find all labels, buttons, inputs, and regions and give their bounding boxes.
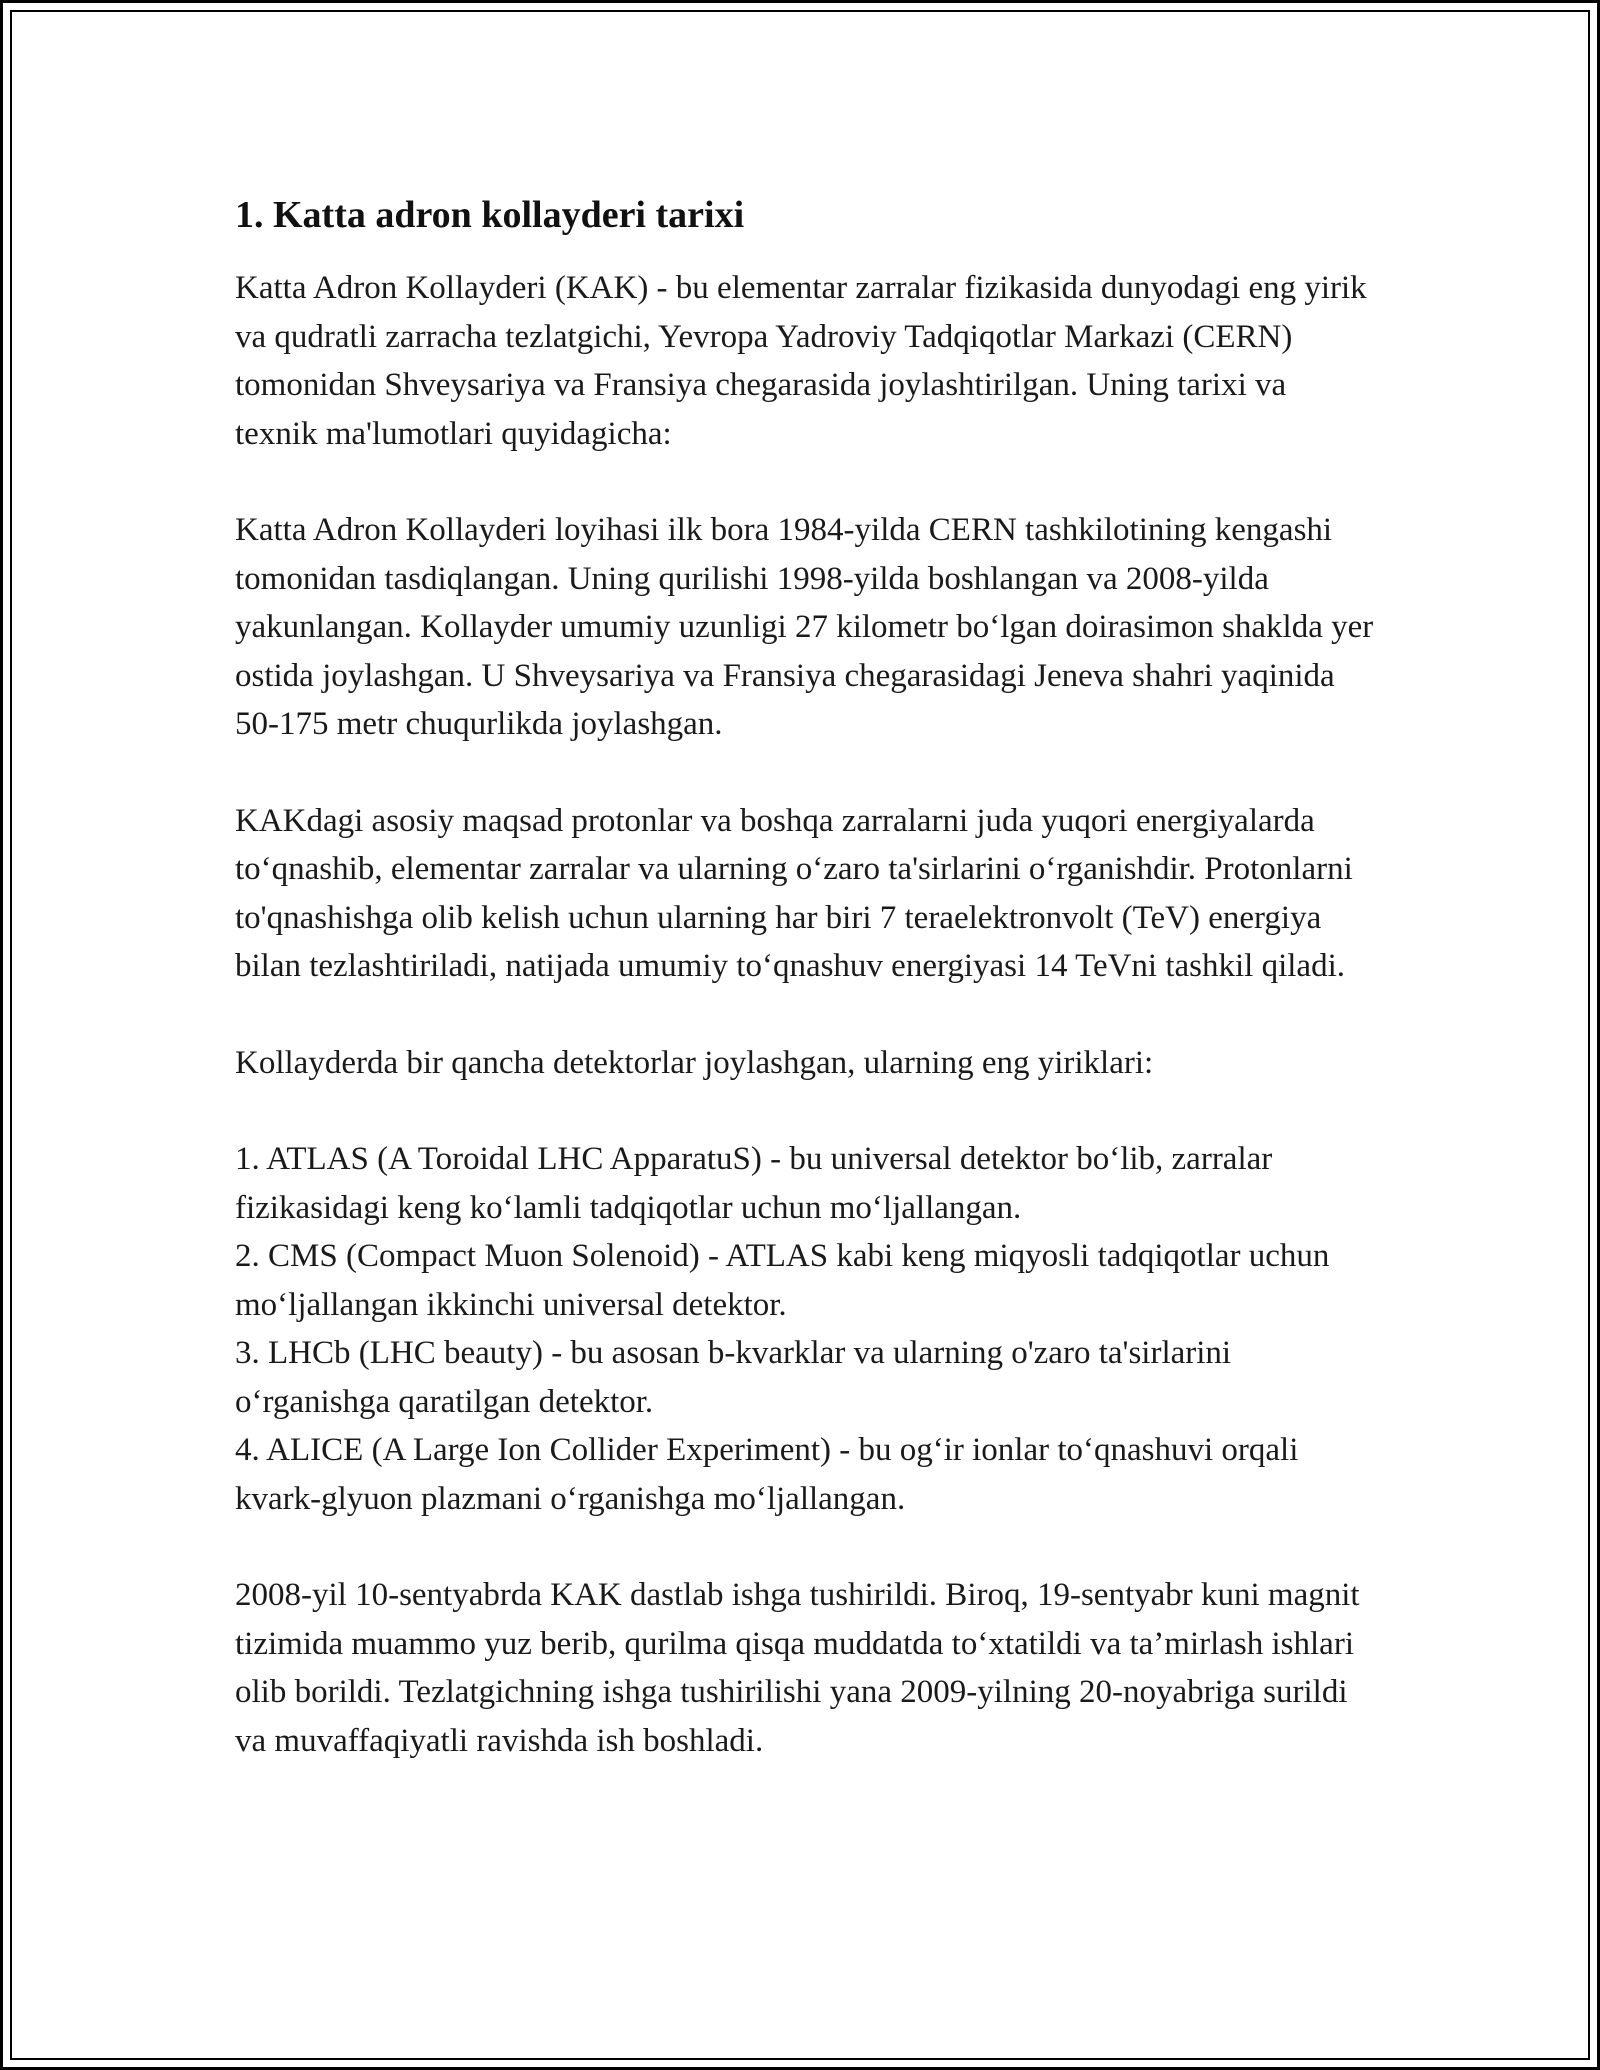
paragraph-launch: 2008-yil 10-sentyabrda KAK dastlab ishga tushirildi. Biroq, 19-sentyabr kuni magnit tizimida muammo yuz berib, qurilma qisqa muddatda to‘xtatildi va ta’mirlash ishlari olib borildi. Tezlatgichning ishga tushirilishi yana 2009-yilning 20-noyabriga surildi va muvaffaqiyatli ravishda ish boshladi. — [235, 1577, 1360, 1759]
paragraph-purpose: KAKdagi asosiy maqsad protonlar va boshqa zarralarni juda yuqori energiyalarda to‘qnashib, elementar zarralar va ularning o‘zaro ta'sirlarini o‘rganishdir. Protonlarni to'qnashishga olib kelish uchun ularning har biri 7 teraelektronvolt (TeV) energiya bilan tezlashtiriladi, natijada umumiy to‘qnashuv energiyasi 14 TeVni tashkil qiladi. — [235, 802, 1353, 984]
detector-list — [235, 1135, 1375, 1523]
list-item-cms: 2. CMS (Compact Muon Solenoid) - ATLAS kabi keng miqyosli tadqiqotlar uchun mo‘ljallangan ikkinchi universal detektor. — [235, 1238, 1330, 1323]
list-item-atlas: 1. ATLAS (A Toroidal LHC ApparatuS) - bu universal detektor bo‘lib, zarralar fizikasidagi keng ko‘lamli tadqiqotlar uchun mo‘ljallangan. — [235, 1141, 1273, 1226]
section-heading: 1. Katta adron kollayderi tarixi — [235, 194, 745, 236]
paragraph-history: Katta Adron Kollayderi loyihasi ilk bora 1984-yilda CERN tashkilotining kengashi tomonidan tasdiqlangan. Uning qurilishi 1998-yilda boshlangan va 2008-yilda yakunlangan. Kollayder umumiy uzunligi 27 kilometr bo‘lgan doirasimon shaklda yer ostida joylashgan. U Shveysariya va Fransiya chegarasidagi Jeneva shahri yaqinida 50-175 metr chuqurlikda joylashgan. — [235, 512, 1374, 742]
list-item-alice: 4. ALICE (A Large Ion Collider Experiment) - bu og‘ir ionlar to‘qnashuvi orqali kvark-glyuon plazmani o‘rganishga mo‘ljallangan. — [235, 1432, 1299, 1517]
paragraph-intro: Katta Adron Kollayderi (KAK) - bu elementar zarralar fizikasida dunyodagi eng yirik va qudratli zarracha tezlatgichi, Yevropa Yadroviy Tadqiqotlar Markazi (CERN) tomonidan Shveysariya va Fransiya chegarasida joylashtirilgan. Uning tarixi va texnik ma'lumotlari quyidagicha: — [235, 270, 1367, 452]
document-body — [235, 186, 1375, 1813]
list-item-lhcb: 3. LHCb (LHC beauty) - bu asosan b-kvarklar va ularning o'zaro ta'sirlarini o‘rganishga qaratilgan detektor. — [235, 1335, 1232, 1420]
paragraph-detectors-intro: Kollayderda bir qancha detektorlar joylashgan, ularning eng yiriklari: — [235, 1044, 1154, 1081]
